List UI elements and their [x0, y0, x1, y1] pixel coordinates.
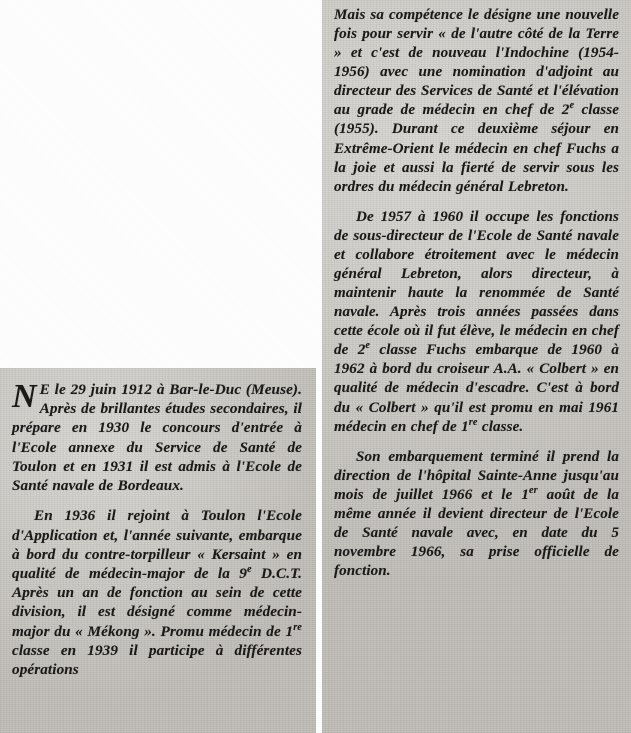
- paragraph-text-part-2: classe Fuchs embarque de 1960 à 1962 à bord du croiseur A.A. « Colbert » en qualité de médecin d'escadre. C'est à bord du « Colbert » qu'il est promu en mai 1961 médecin en chef de 1: [334, 342, 619, 435]
- paragraph-text-part-2: août de la même année il devient directeur de l'Ecole de Santé navale avec, en date du 5 novembre 1966, sa prise officielle de fonction.: [334, 486, 620, 580]
- paragraph-text-part-1: Son embarquement terminé il prend la direction de l'hôpital Sainte-Anne jusqu'au mois de juillet 1966 et le 1: [334, 448, 619, 503]
- drop-cap-letter: N: [12, 378, 37, 415]
- paragraph-text-part-1: En 1936 il rejoint à Toulon l'Ecole d'Application et, l'année suivante, embarque à bord du contre-torpilleur « Kersaint » en qualité de médecin-major de la: [12, 507, 302, 582]
- ordinal-suffix: e: [365, 340, 371, 352]
- paragraph-text-part-2: D.C.T. Après un an de fonction au sein de cette division, il est désigné comme médecin-major du « Mékong ». Promu médecin de 1: [12, 564, 302, 640]
- ordinal-suffix: e: [247, 563, 252, 575]
- left-text-column: [0, 368, 316, 733]
- paragraph-text: E le 29 juin 1912 à Bar-le-Duc (Meuse). Après de brillantes études secondaires, il prépare en 1930 le concours d'entrée à l'Ecole annexe du Service de Santé de Toulon et en 1931 il est admis à l'Ecole de Santé navale de Bordeaux.: [12, 381, 302, 495]
- paragraph-text-part-1: Mais sa compétence le désigne une nouvelle fois pour servir « de l'autre côté de la Terre » et c'est de nouveau l'Indochine (1954-1956) avec une nomination d'adjoint au directeur des Services de Santé et l'élévation au grade de médecin en chef de 2: [334, 7, 619, 119]
- paragraph-birth-education: [12, 380, 302, 495]
- paragraph-toulon-kersaint: [12, 506, 302, 679]
- ordinal-suffix: re: [468, 416, 478, 428]
- paragraph-text-part-3: classe en 1939 il participe à différentes opérations: [12, 641, 302, 679]
- ordinal-suffix: re: [293, 621, 302, 633]
- ordinal-suffix: e: [569, 100, 575, 112]
- paragraph-text-part-3: classe.: [477, 418, 524, 435]
- right-text-column: [322, 0, 631, 733]
- paragraph-text-part-2: classe (1955). Durant ce deuxième séjour en Extrême-Orient le médecin en chef Fuchs a la joie et aussi la fierté de servir sous les ordres du médecin général Lebreton.: [334, 102, 619, 195]
- paragraph-hopital-sainte-anne: [334, 448, 619, 582]
- paragraph-sous-directeur-1957: [334, 208, 619, 437]
- ordinal-suffix: er: [528, 484, 538, 496]
- ordinal-number: 9: [239, 564, 247, 582]
- paragraph-indochine-1954: [334, 6, 619, 197]
- paragraph-text-part-1: De 1957 à 1960 il occupe les fonctions de sous-directeur de l'Ecole de Santé navale et collabore étroitement avec le médecin général Lebreton, alors directeur, à maintenir haute la renommée de Santé navale. Après trois années passées dans cette école où il fut élève, le médecin en chef de 2: [334, 208, 619, 359]
